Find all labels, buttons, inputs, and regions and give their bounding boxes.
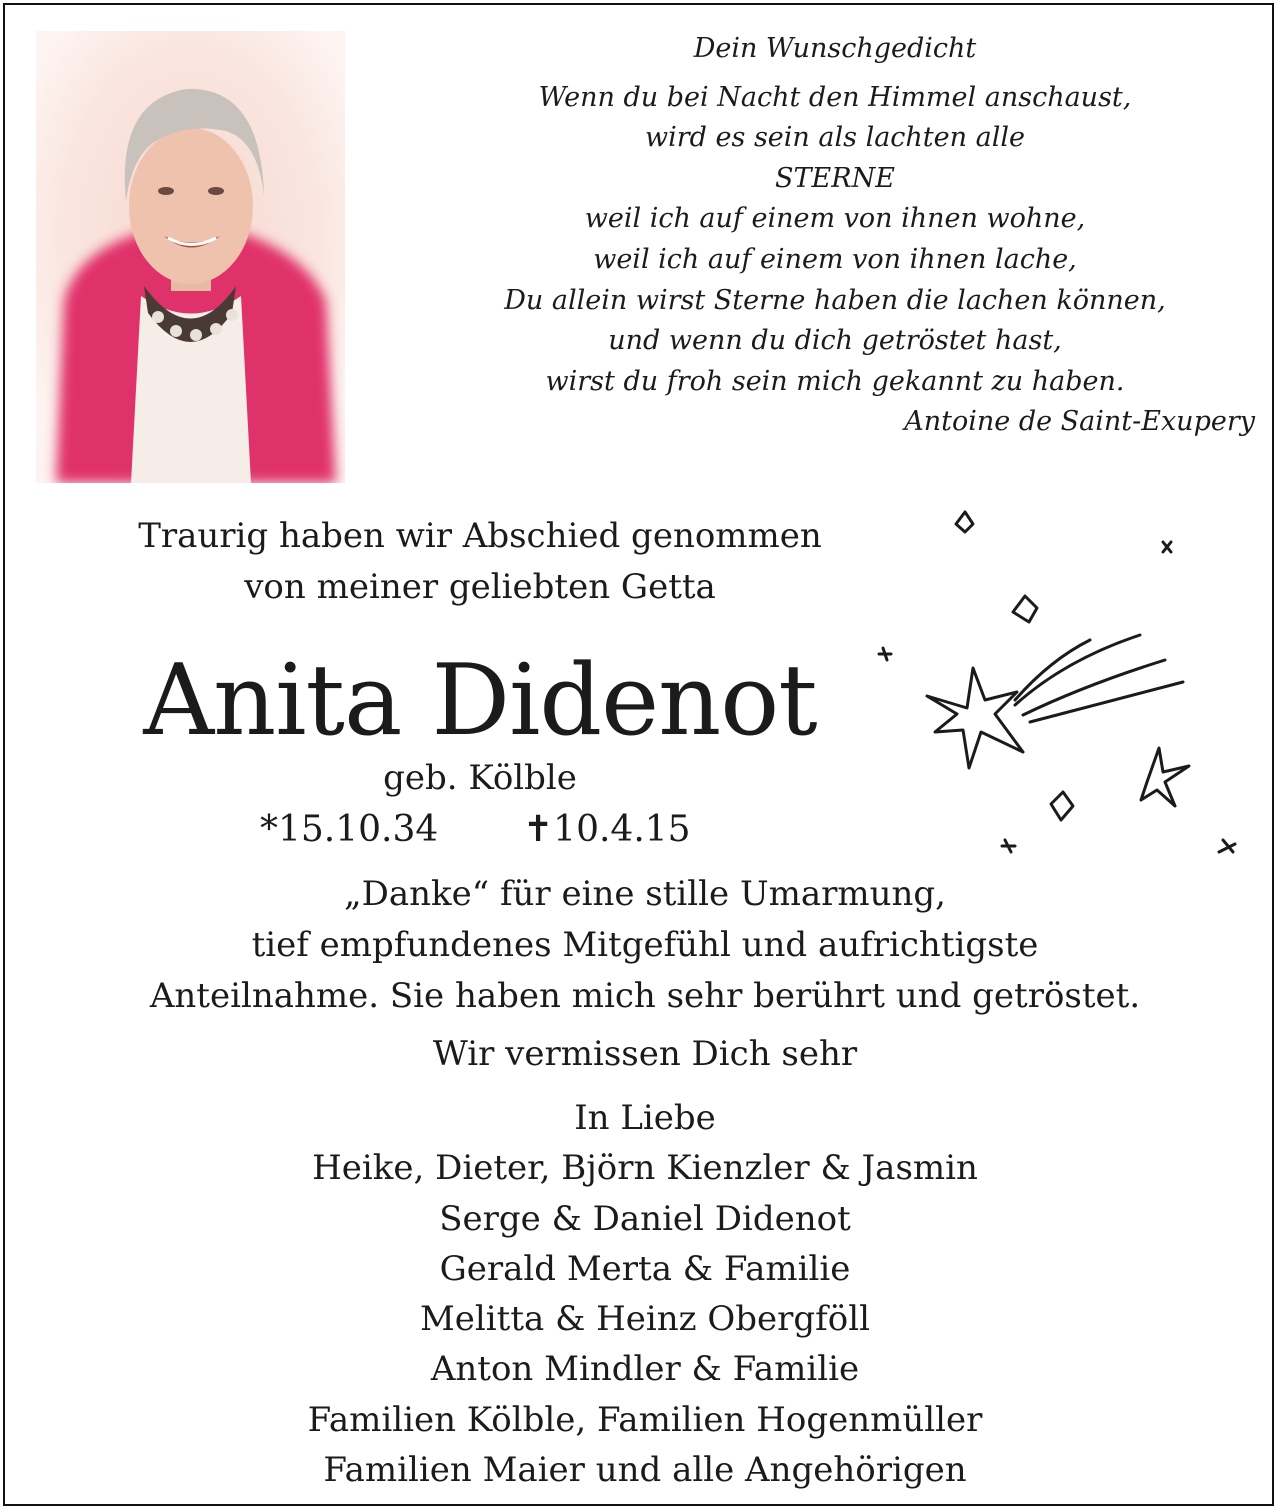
- poem-line: weil ich auf einem von ihnen wohne,: [584, 203, 1086, 235]
- poem: [425, 29, 1255, 443]
- deceased-name: Anita Didenot: [143, 644, 817, 758]
- family-line: In Liebe: [574, 1098, 716, 1138]
- poem-line: Wenn du bei Nacht den Himmel anschaust,: [538, 81, 1132, 113]
- poem-line: STERNE: [775, 162, 895, 194]
- thanks-line: tief empfundenes Mitgefühl und aufrichtigste: [251, 925, 1039, 965]
- birth-name: geb. Kölble: [383, 758, 577, 798]
- poem-author: Antoine de Saint-Exupery: [904, 406, 1255, 438]
- birth-date: *15.10.34: [260, 809, 439, 850]
- thanks-line: „Danke“ für eine stille Umarmung,: [343, 874, 946, 914]
- thanks-line: Anteilnahme. Sie haben mich sehr berührt und getröstet.: [149, 976, 1141, 1016]
- poem-line: wird es sein als lachten alle: [645, 122, 1025, 154]
- family-line: Familien Maier und alle Angehörigen: [323, 1450, 967, 1491]
- poem-heading: Dein Wunschgedicht: [693, 33, 977, 64]
- family-line: Serge & Daniel Didenot: [439, 1198, 851, 1239]
- family-line: Familien Kölble, Familien Hogenmüller: [307, 1399, 983, 1440]
- poem-line: Du allein wirst Sterne haben die lachen können,: [504, 284, 1166, 316]
- poem-line: wirst du froh sein mich gekannt zu haben.: [545, 365, 1125, 397]
- poem-line: weil ich auf einem von ihnen lache,: [593, 243, 1077, 275]
- family-line: Melitta & Heinz Obergföll: [419, 1299, 870, 1340]
- intro-text: [105, 511, 855, 613]
- shooting-star-icon: [865, 500, 1265, 890]
- intro-line: Traurig haben wir Abschied genommen: [138, 516, 822, 556]
- intro-line: von meiner geliebten Getta: [244, 567, 716, 607]
- family-line: Heike, Dieter, Björn Kienzler & Jasmin: [312, 1148, 978, 1189]
- family-line: Anton Mindler & Familie: [430, 1349, 860, 1390]
- thanks-text: [45, 869, 1245, 1022]
- obituary-card: [3, 3, 1274, 1506]
- portrait-photo: [36, 31, 345, 483]
- death-date: ✝10.4.15: [523, 809, 691, 850]
- poem-line: und wenn du dich getröstet hast,: [608, 325, 1062, 357]
- family-line: Gerald Merta & Familie: [439, 1248, 851, 1289]
- family-signature: [45, 1093, 1245, 1495]
- miss-text: Wir vermissen Dich sehr: [432, 1034, 858, 1074]
